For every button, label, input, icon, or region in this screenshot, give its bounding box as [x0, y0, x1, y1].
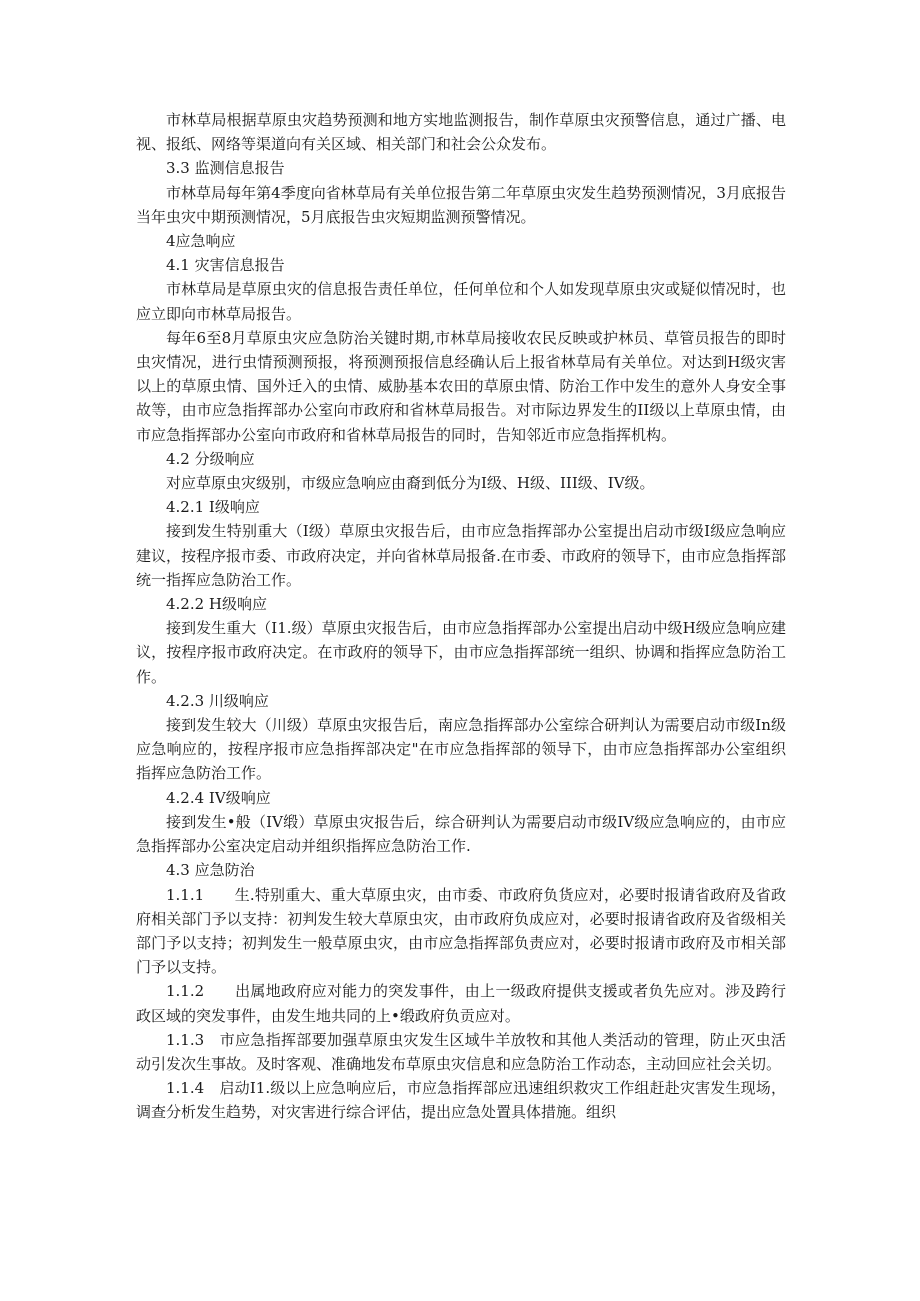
paragraph: 对应草原虫灾级别，市级应急响应由裔到低分为I级、H级、III级、IV级。: [166, 474, 655, 493]
paragraph: 接到发生特别重大（I级）草原虫灾报告后，由市应急指挥部办公室提出启动市级I级应急响应建议，按程序报市委、市政府决定，并向省林草局报备.在市委、市政府的领导下，由市应急指挥部统一指挥应急防治工作。: [136, 522, 786, 589]
paragraph: 市林草局每年第4季度向省林草局有关单位报告第二年草原虫灾发生趋势预测情况，3月底报告当年虫灾中期预测情况，5月底报告虫灾短期监测预警情况。: [136, 183, 786, 226]
paragraph: 接到发生较大（川级）草原虫灾报告后，南应急指挥部办公室综合研判认为需要启动市级In级应急响应的，按程序报市应急指挥部决定"在市应急指挥部的领导下，由市应急指挥部办公室组织指挥应急防治工作。: [136, 716, 786, 783]
section-heading: 4.2 分级响应: [166, 449, 255, 468]
document-page: [136, 108, 786, 1125]
section-heading: 4.2.4 IV级响应: [166, 788, 271, 807]
paragraph: 每年6至8月草原虫灾应急防治关键时期,市林草局接收农民反映或护林员、草管员报告的即时虫灾情况，进行虫情预测预报，将预测预报信息经确认后上报省林草局有关单位。对达到H级灾害以上的草原虫情、国外迁入的虫情、威胁基本农田的草原虫情、防治工作中发生的意外人身安全事故等，由市应急指挥部办公室向市政府和省林草局报告。对市际边界发生的II级以上草原虫情，由市应急指挥部办公室向市政府和省林草局报告的同时，告知邻近市应急指挥机构。: [136, 328, 786, 444]
numbered-paragraph: 1.1.2 出属地政府应对能力的突发事件，由上一级政府提供支援或者负先应对。涉及跨行政区域的突发事件，由发生地共同的上•缎政府负贡应对。: [136, 982, 786, 1025]
numbered-paragraph: 1.1.3 市应急指挥部要加强草原虫灾发生区域牛羊放牧和其他人类活动的管理，防止灭虫活动引发次生事故。及时客观、准确地发布草原虫灾信息和应急防治工作动态，主动回应社会关切。: [136, 1030, 786, 1073]
paragraph: 市林草局根据草原虫灾趋势预测和地方实地监测报告，制作草原虫灾预警信息，通过广播、电视、报纸、网络等渠道向有关区域、相关部门和社会公众发布。: [136, 111, 786, 154]
section-heading: 4.1 灾害信息报告: [166, 256, 285, 275]
section-heading: 4.2.1 I级响应: [166, 498, 260, 517]
section-heading: 4.2.3 川级响应: [166, 691, 269, 710]
paragraph: 接到发生重大（I1.级）草原虫灾报告后，由市应急指挥部办公室提出启动中级H级应急响应建议，按程序报市政府决定。在市政府的领导下，由市应急指挥部统一组织、协调和指挥应急防治工作。: [136, 619, 786, 686]
numbered-paragraph: 1.1.4 启动I1.级以上应急响应后，市应急指挥部应迅速组织救灾工作组赶赴灾害发生现场，调查分析发生趋势，对灾害进行综合评估，提出应急处置具体措施。组织: [136, 1079, 786, 1122]
paragraph: 市林草局是草原虫灾的信息报告责任单位，任何单位和个人如发现草原虫灾或疑似情况时，也应立即向市林草局报告。: [136, 280, 786, 323]
section-heading: 4.3 应急防治: [166, 861, 255, 880]
numbered-paragraph: 1.1.1 生.特别重大、重大草原虫灾，由市委、市政府负货应对，必要时报请省政府及省政府相关部门予以支持：初判发生较大草原虫灾，由市政府负成应对，必要时报请省政府及省级相关部门予以支持；初判发生一般草原虫灾，由市应急指挥部负责应对，必要时报请市政府及市相关部门予以支持。: [136, 885, 786, 977]
section-heading: 3.3 监测信息报告: [166, 159, 285, 178]
section-heading: 4.2.2 H级响应: [166, 595, 268, 614]
section-heading: 4应急响应: [166, 232, 236, 251]
paragraph: 接到发生•般（IV缎）草原虫灾报告后，综合研判认为需要启动市级IV级应急响应的，由市应急指挥部办公室决定启动并组织指挥应急防治工作.: [136, 812, 786, 856]
